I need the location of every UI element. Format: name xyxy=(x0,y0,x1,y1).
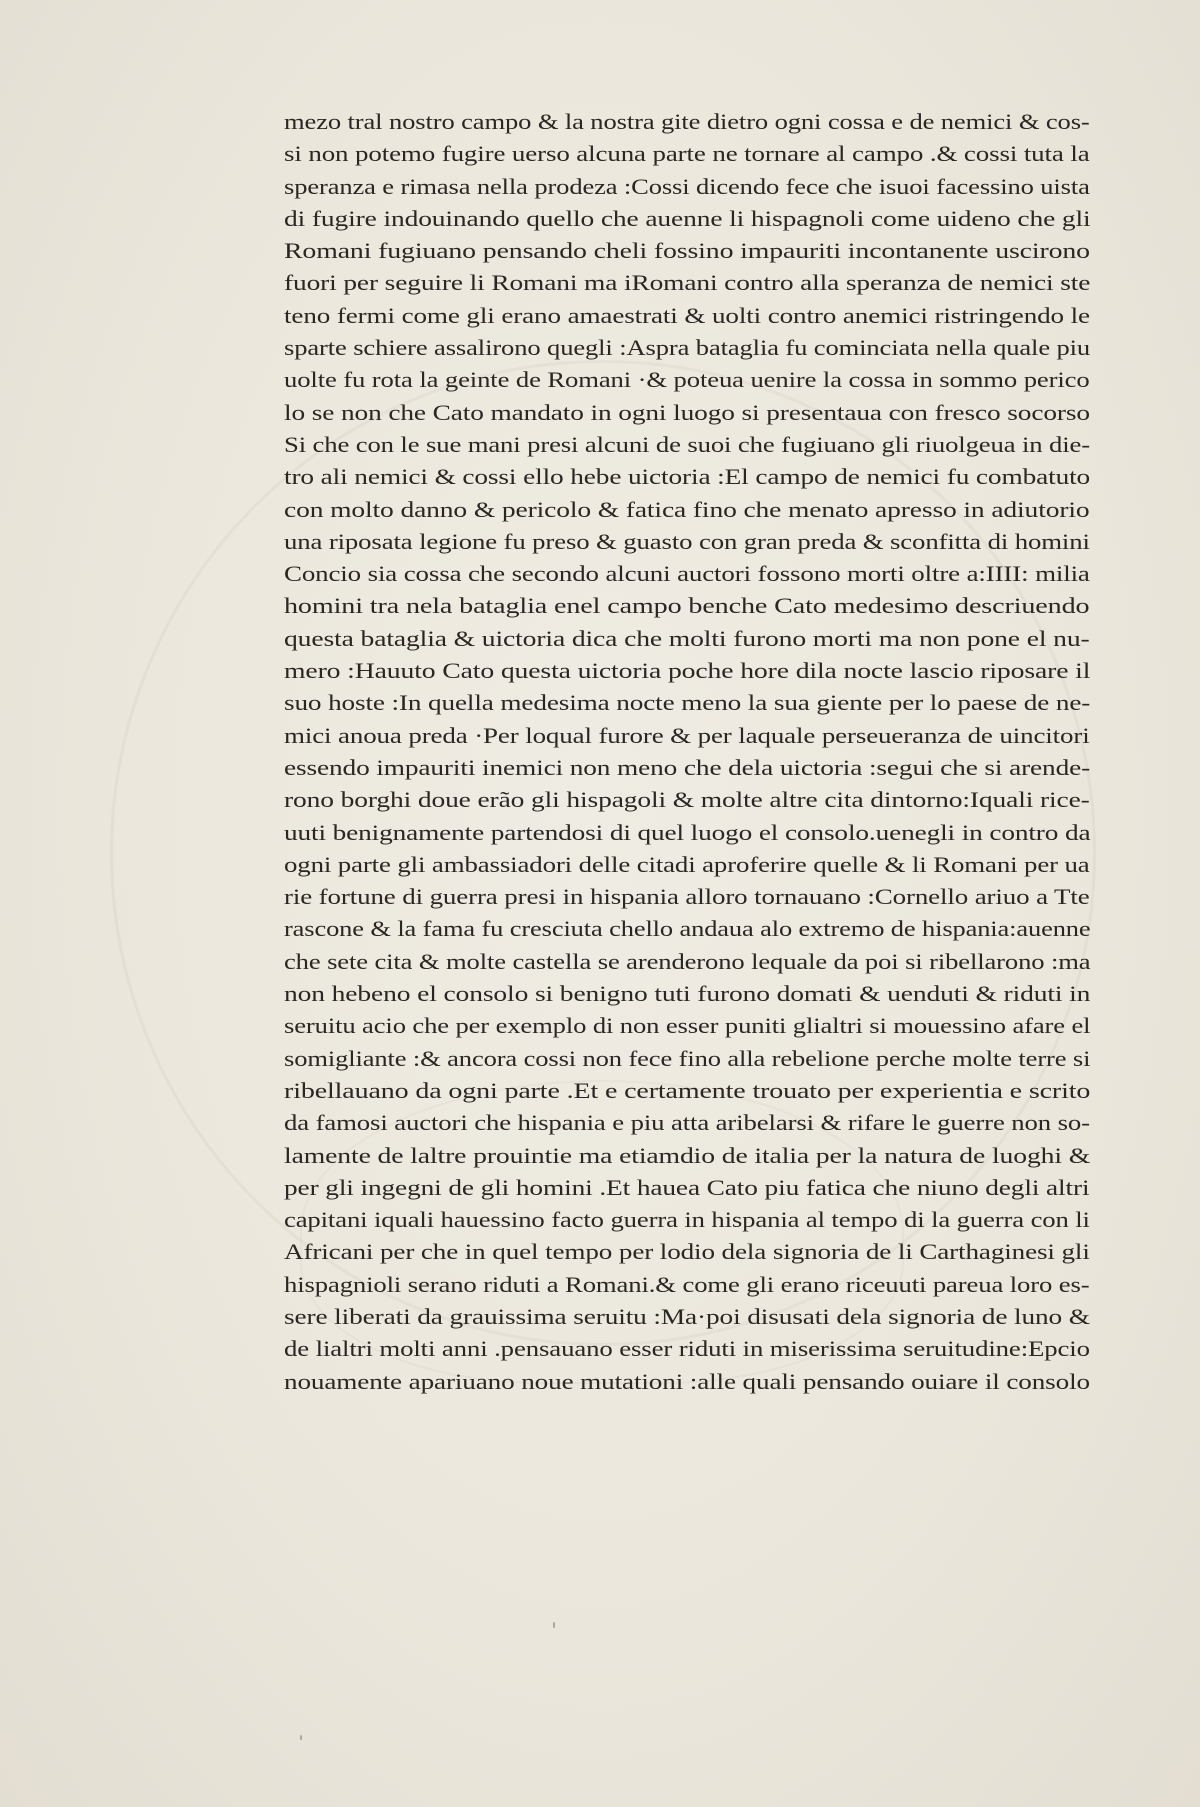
text-line: uolte fu rota la geinte de Romani ·& poteua uenire la cossa in sommo perico xyxy=(284,367,1090,393)
text-line: de lialtri molti anni .pensauano esser riduti in miserissima seruitudine:Epcio xyxy=(284,1336,1090,1362)
text-line: con molto danno & pericolo & fatica fino che menato apresso in adiutorio xyxy=(284,496,1090,522)
text-line: rono borghi doue erão gli hispagoli & molte altre cita dintorno:Iquali rice- xyxy=(284,787,1090,813)
text-line: ogni parte gli ambassiadori delle citadi aproferire quelle & li Romani per ua xyxy=(284,851,1090,877)
text-line: Concio sia cossa che secondo alcuni auctori fossono morti oltre a:IIII: milia xyxy=(284,561,1090,587)
text-line: Africani per che in quel tempo per lodio dela signoria de li Carthaginesi gli xyxy=(284,1239,1090,1265)
text-line: seruitu acio che per exemplo di non esser puniti glialtri si mouessino afare el xyxy=(284,1013,1091,1039)
text-line: tro ali nemici & cossi ello hebe uictoria :El campo de nemici fu combatuto xyxy=(284,464,1091,490)
text-line: sparte schiere assalirono quegli :Aspra bataglia fu cominciata nella quale piu xyxy=(284,335,1091,361)
text-line: da famosi auctori che hispania e piu atta aribelarsi & rifare le guerre non so- xyxy=(284,1110,1090,1136)
text-line: fuori per seguire li Romani ma iRomani contro alla speranza de nemici ste xyxy=(284,270,1091,296)
text-line: nouamente apariuano noue mutationi :alle quali pensando ouiare il consolo xyxy=(284,1368,1090,1394)
text-line: una riposata legione fu preso & guasto con gran preda & sconfitta di homini xyxy=(284,528,1090,554)
text-line: homini tra nela bataglia enel campo benche Cato medesimo descriuendo xyxy=(284,593,1090,619)
paper-speck xyxy=(300,1735,302,1740)
text-line: speranza e rimasa nella prodeza :Cossi dicendo fece che isuoi facessino uista xyxy=(284,173,1090,199)
text-line: suo hoste :In quella medesima nocte meno la sua giente per lo paese de ne- xyxy=(284,690,1091,716)
text-line: di fugire indouinando quello che auenne li hispagnoli come uideno che gli xyxy=(284,205,1091,231)
text-line: lamente de laltre prouintie ma etiamdio de italia per la natura de luoghi & xyxy=(284,1142,1091,1168)
text-line: per gli ingegni de gli homini .Et hauea Cato piu fatica che niuno degli altri xyxy=(284,1174,1090,1200)
text-line: capitani iquali hauessino facto guerra in hispania al tempo di la guerra con li xyxy=(284,1207,1090,1233)
text-block xyxy=(284,106,1090,1398)
text-line: hispagnioli serano riduti a Romani.& come gli erano riceuuti pareua loro es- xyxy=(284,1271,1090,1297)
text-line: mici anoua preda ·Per loqual furore & per laquale perseueranza de uincitori xyxy=(284,722,1090,748)
text-line: lo se non che Cato mandato in ogni luogo si presentaua con fresco socorso xyxy=(284,399,1090,425)
text-line: mero :Hauuto Cato questa uictoria poche hore dila nocte lascio riposare il xyxy=(284,658,1091,684)
text-line: teno fermi come gli erano amaestrati & uolti contro anemici ristringendo le xyxy=(284,302,1090,328)
text-line: Romani fugiuano pensando cheli fossino impauriti incontanente uscirono xyxy=(284,238,1090,264)
text-line: sere liberati da grauissima seruitu :Ma·poi disusati dela signoria de luno & xyxy=(284,1303,1090,1329)
text-line: rascone & la fama fu cresciuta chello andaua alo extremo de hispania:auenne xyxy=(284,916,1091,942)
text-line: non hebeno el consolo si benigno tuti furono domati & uenduti & riduti in xyxy=(284,981,1091,1007)
text-line: rie fortune di guerra presi in hispania alloro tornauano :Cornello ariuo a Tte xyxy=(284,884,1090,910)
text-line: somigliante :& ancora cossi non fece fino alla rebelione perche molte terre si xyxy=(284,1045,1091,1071)
text-line: ribellauano da ogni parte .Et e certamente trouato per experientia e scrito xyxy=(284,1077,1091,1103)
text-line: mezo tral nostro campo & la nostra gite dietro ogni cossa e de nemici & cos- xyxy=(284,109,1090,134)
text-line: uuti benignamente partendosi di quel luogo el consolo.uenegli in contro da xyxy=(284,819,1091,845)
paper-speck xyxy=(553,1622,555,1628)
text-line: essendo impauriti inemici non meno che dela uictoria :segui che si arende- xyxy=(284,754,1091,780)
text-line: si non potemo fugire uerso alcuna parte ne tornare al campo .& cossi tuta la xyxy=(284,141,1090,167)
text-line: che sete cita & molte castella se arenderono lequale da poi si ribellarono :ma xyxy=(284,948,1091,974)
text-line: Si che con le sue mani presi alcuni de suoi che fugiuano gli riuolgeua in die- xyxy=(284,431,1091,457)
text-line: questa bataglia & uictoria dica che molti furono morti ma non pone el nu- xyxy=(284,625,1090,651)
